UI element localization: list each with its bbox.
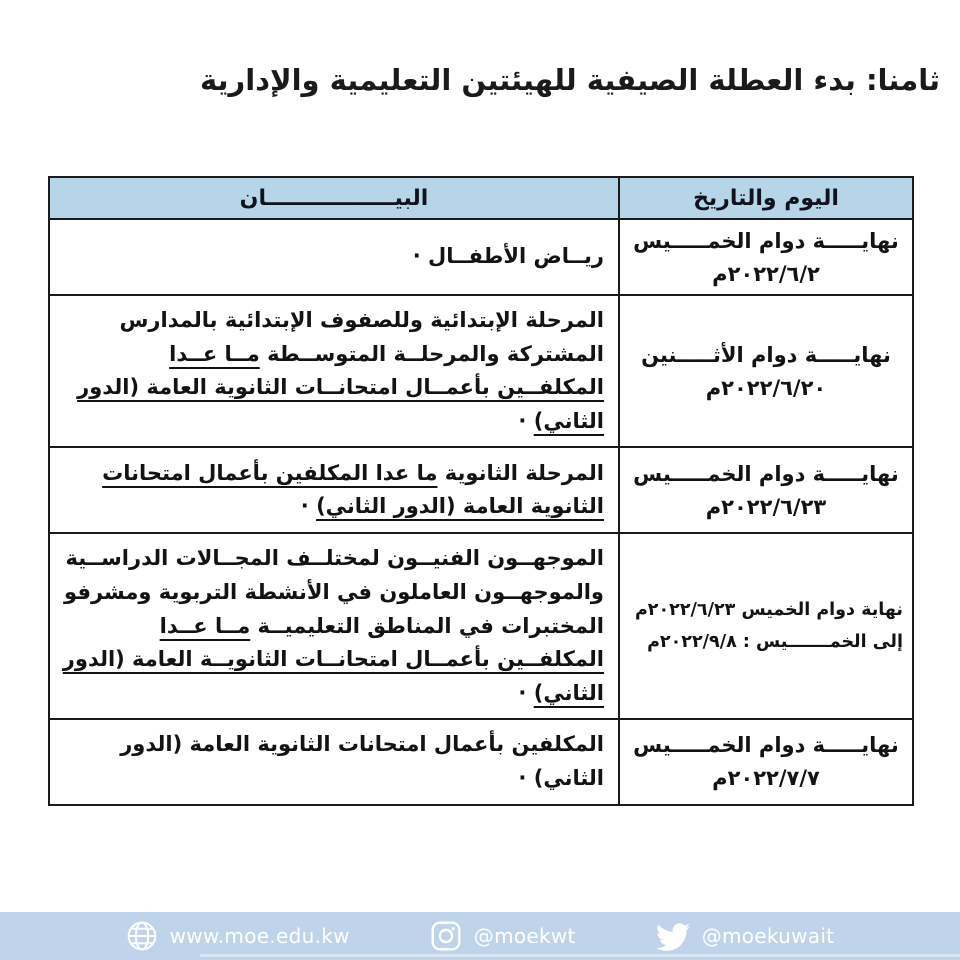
twitter-handle: @moekuwait <box>701 924 835 948</box>
date-line-2: ٢٠٢٢/٦/٢م <box>712 261 820 286</box>
table-row <box>49 447 913 533</box>
statement-cell <box>49 295 619 447</box>
statement-cell <box>49 219 619 295</box>
globe-icon <box>126 920 158 952</box>
statement-text: المرحلة الثانوية <box>437 460 604 485</box>
statement-cell <box>49 719 619 804</box>
date-line-1: نهاية دوام الخميس ٢٠٢٢/٦/٢٣م <box>634 600 903 621</box>
date-cell <box>619 719 913 804</box>
footer-instagram <box>430 920 576 952</box>
table-row <box>49 533 913 719</box>
instagram-handle: @moekwt <box>473 924 576 948</box>
statement-end-mark: · <box>518 408 534 433</box>
statement-text: الموجهــون الفنيــون لمختلــف المجــالات الدراســية والموجهــون العاملون في الأنشطة التربوية ومشرفو المختبرات في المناطق التعليميــة <box>64 546 604 638</box>
table-row <box>49 295 913 447</box>
statement-end-mark: · <box>518 680 534 705</box>
statement-underlined-text: مــا عــدا المكلفــين بأعمــال امتحانــات الثانويــة العامة (الدور الثاني) <box>62 613 604 705</box>
date-cell <box>619 447 913 533</box>
statement-underlined-text: مــا عــدا المكلفــين بأعمــال امتحانــات الثانوية العامة (الدور الثاني) <box>77 341 604 433</box>
date-line-1: نهايـــــة دوام الأثـــــنين <box>641 342 891 367</box>
statement-underlined-text: ما عدا المكلفين بأعمال امتحانات الثانوية العامة (الدور الثاني) <box>102 460 604 519</box>
date-line-1: نهايـــــة دوام الخمـــــيس <box>633 461 899 486</box>
date-line-2: ٢٠٢٢/٧/٧م <box>712 766 820 791</box>
instagram-icon <box>430 920 462 952</box>
twitter-icon <box>656 919 690 953</box>
statement-text: ريــاض الأطفــال <box>428 244 604 269</box>
column-header-day-date: اليوم والتاريخ <box>619 177 913 219</box>
page-title: ثامنا: بدء العطلة الصيفية للهيئتين التعليمية والإدارية <box>200 63 940 97</box>
date-cell <box>619 533 913 719</box>
footer-twitter <box>656 919 835 953</box>
date-line-2: ٢٠٢٢/٦/٢٣م <box>705 494 827 519</box>
date-line-1: نهايـــــة دوام الخمـــــيس <box>633 228 899 253</box>
vacation-schedule-table <box>48 176 914 806</box>
footer-website <box>126 920 350 952</box>
footer-divider-line <box>200 954 960 957</box>
statement-text: المكلفين بأعمال امتحانات الثانوية العامة (الدور الثاني) <box>120 732 604 790</box>
statement-text: المرحلة الإبتدائية وللصفوف الإبتدائية بالمدارس المشتركة والمرحلــة المتوســطة <box>119 308 604 366</box>
footer-bar <box>0 912 960 960</box>
column-header-statement: البيـــــــــــــــــان <box>49 177 619 219</box>
date-line-2: إلى الخمـــــــيس : ٢٠٢٢/٩/٨م <box>647 632 903 653</box>
statement-cell <box>49 447 619 533</box>
table-row <box>49 219 913 295</box>
date-cell <box>619 219 913 295</box>
date-line-2: ٢٠٢٢/٦/٢٠م <box>705 375 827 400</box>
statement-end-mark: · <box>412 244 429 269</box>
date-line-1: نهايـــــة دوام الخمـــــيس <box>633 733 899 758</box>
date-cell <box>619 295 913 447</box>
table-header-row <box>49 177 913 219</box>
statement-cell <box>49 533 619 719</box>
statement-end-mark: · <box>300 494 317 519</box>
website-url: www.moe.edu.kw <box>169 924 350 948</box>
table-row <box>49 719 913 804</box>
statement-end-mark: · <box>518 765 534 790</box>
